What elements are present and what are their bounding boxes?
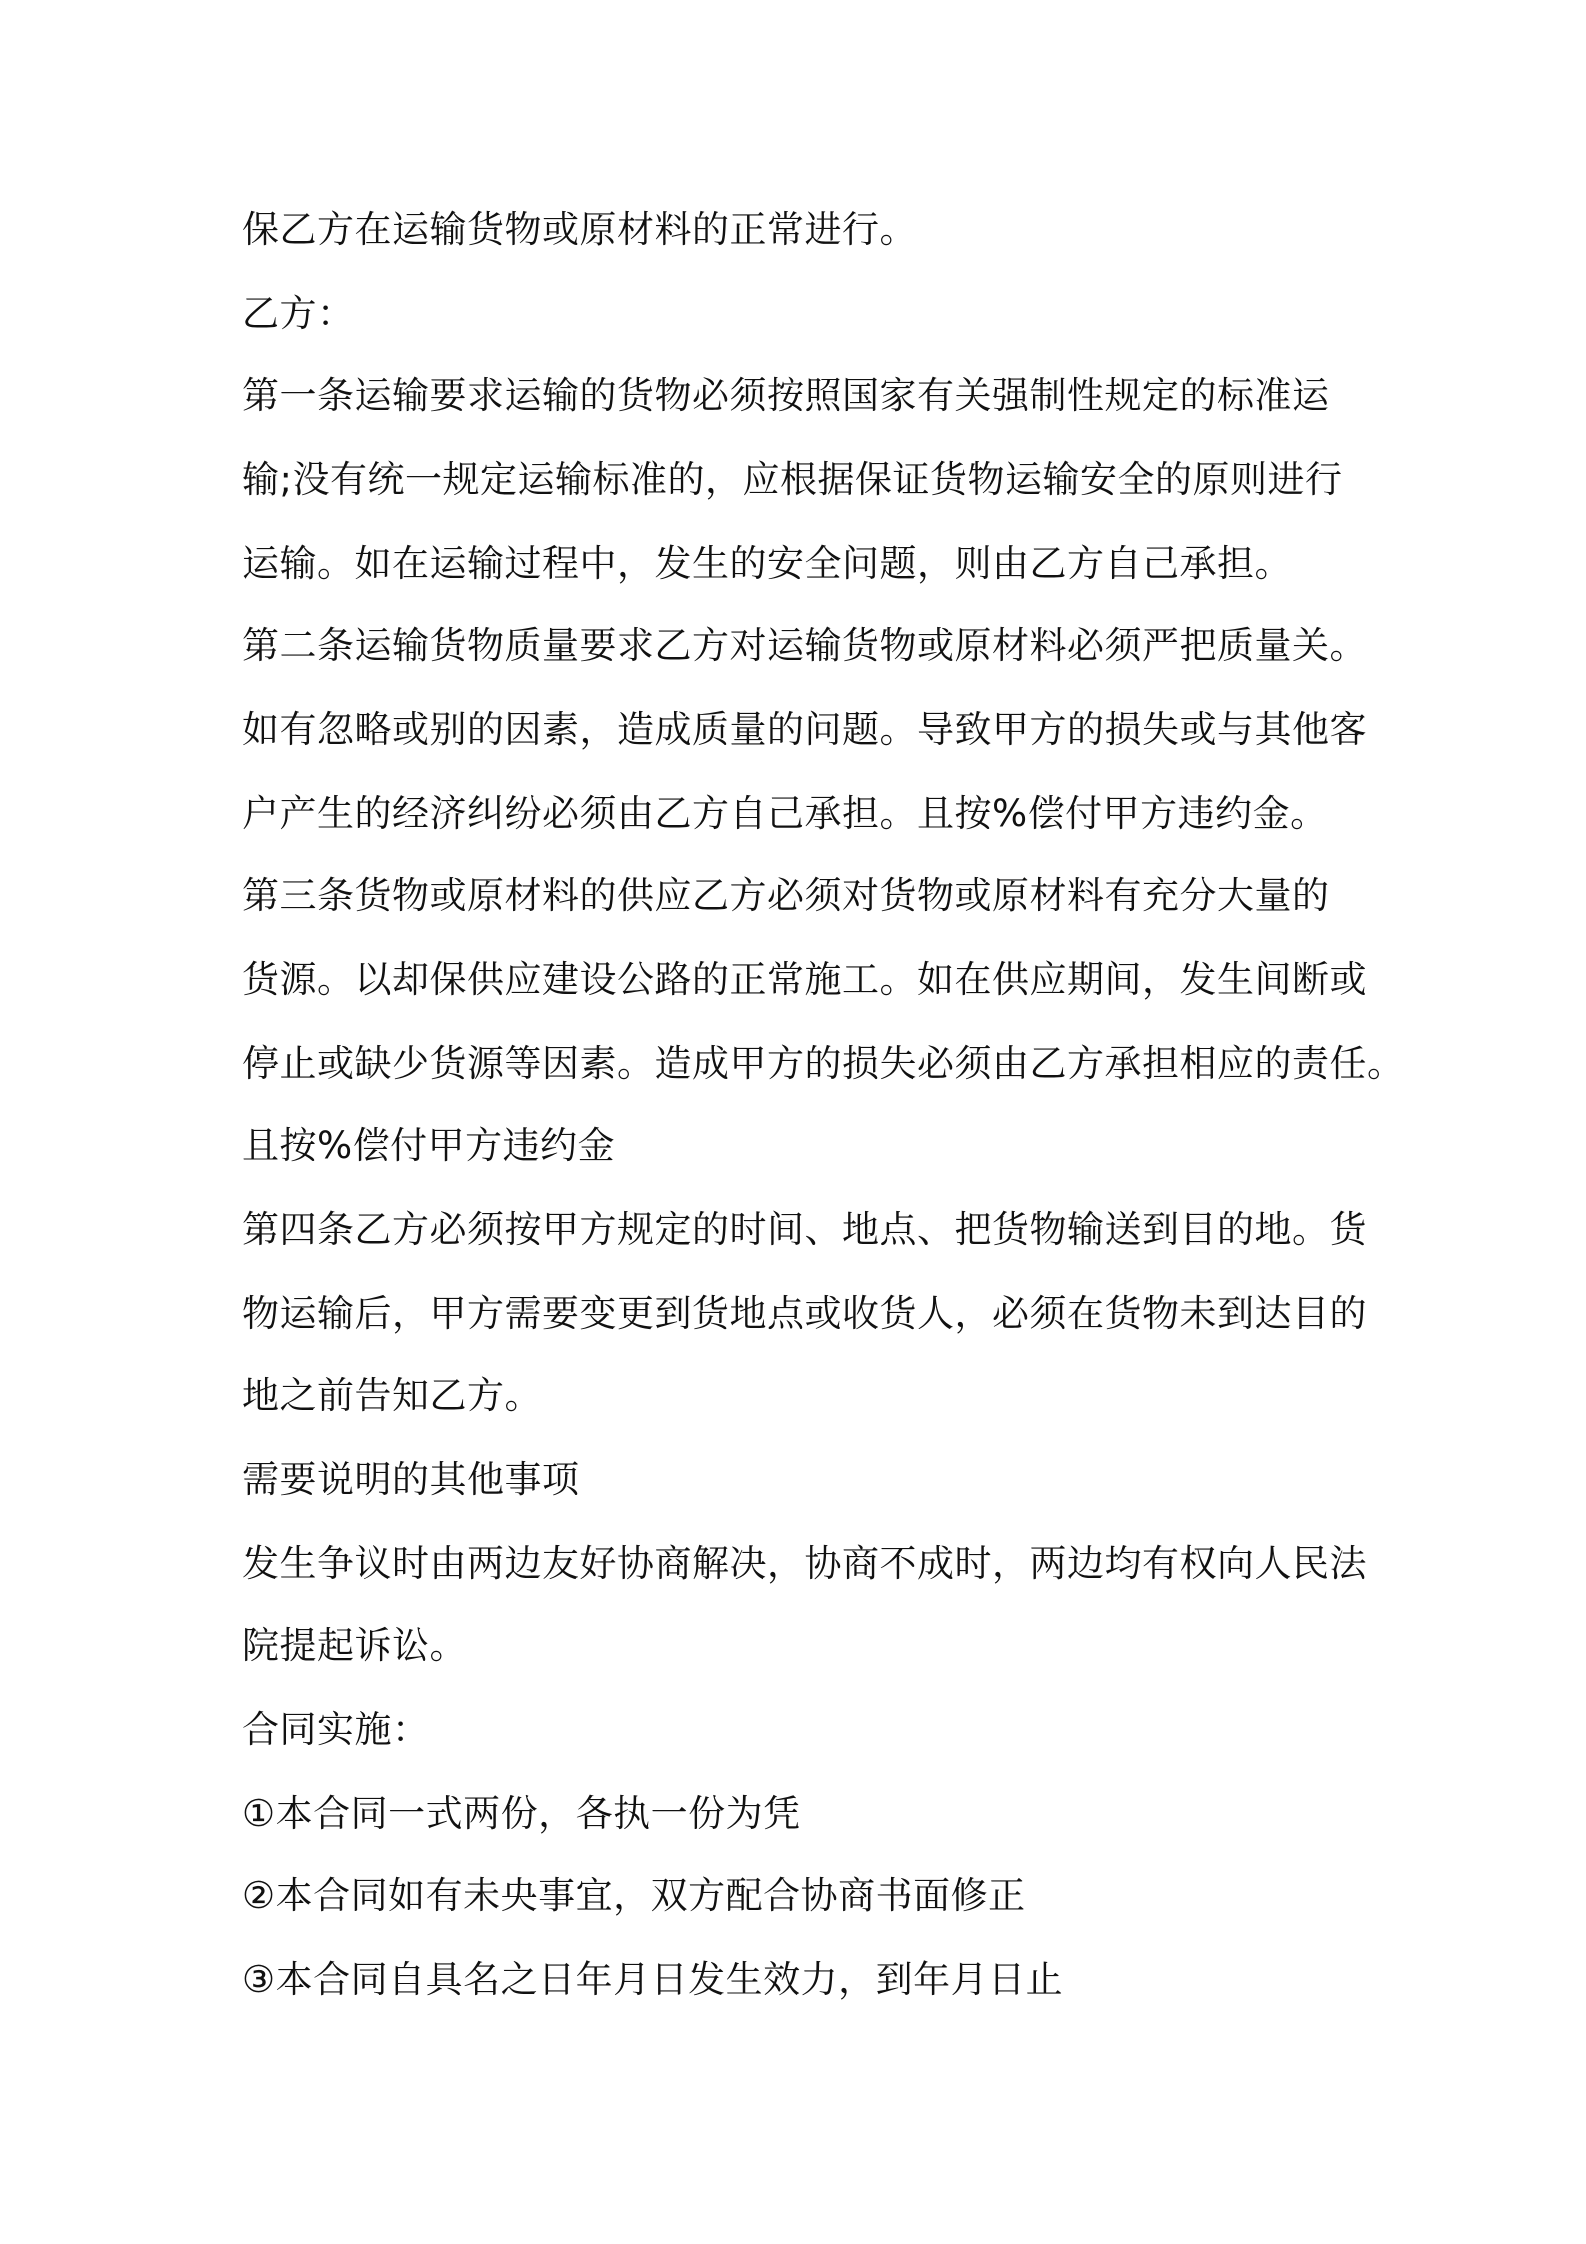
article-4-line-1: 第四条乙方必须按甲方规定的时间、地点、把货物输送到目的地。货 [242, 1208, 1367, 1251]
contract-implementation-heading: 合同实施： [242, 1708, 430, 1751]
article-1-line-2: 输;没有统一规定运输标准的，应根据保证货物运输安全的原则进行 [242, 458, 1343, 501]
article-4-line-3: 地之前告知乙方。 [242, 1374, 542, 1417]
article-3-line-4: 且按%偿付甲方违约金 [242, 1124, 616, 1167]
article-1-line-1: 第一条运输要求运输的货物必须按照国家有关强制性规定的标准运 [242, 374, 1330, 417]
dispute-line-1: 发生争议时由两边友好协商解决，协商不成时，两边均有权向人民法 [242, 1542, 1367, 1585]
article-1-line-3: 运输。如在运输过程中，发生的安全问题，则由乙方自己承担。 [242, 542, 1292, 585]
article-2-line-3: 户产生的经济纠纷必须由乙方自己承担。且按%偿付甲方违约金。 [242, 792, 1328, 835]
article-3-line-3: 停止或缺少货源等因素。造成甲方的损失必须由乙方承担相应的责任。 [242, 1042, 1405, 1085]
article-3-line-2: 货源。以却保供应建设公路的正常施工。如在供应期间，发生间断或 [242, 958, 1367, 1001]
text-line-1: 保乙方在运输货物或原材料的正常进行。 [242, 208, 917, 251]
article-2-line-1: 第二条运输货物质量要求乙方对运输货物或原材料必须严把质量关。 [242, 624, 1367, 667]
article-2-line-2: 如有忽略或别的因素，造成质量的问题。导致甲方的损失或与其他客 [242, 708, 1367, 751]
article-3-line-1: 第三条货物或原材料的供应乙方必须对货物或原材料有充分大量的 [242, 874, 1330, 917]
implementation-item-1: ①本合同一式两份，各执一份为凭 [242, 1792, 801, 1835]
dispute-line-2: 院提起诉讼。 [242, 1624, 467, 1667]
implementation-item-2: ②本合同如有未央事宜，双方配合协商书面修正 [242, 1874, 1026, 1917]
section-label-party-b: 乙方： [242, 292, 355, 335]
article-4-line-2: 物运输后，甲方需要变更到货地点或收货人，必须在货物未到达目的 [242, 1292, 1367, 1335]
other-matters-heading: 需要说明的其他事项 [242, 1458, 580, 1501]
implementation-item-3: ③本合同自具名之日年月日发生效力，到年月日止 [242, 1958, 1064, 2001]
